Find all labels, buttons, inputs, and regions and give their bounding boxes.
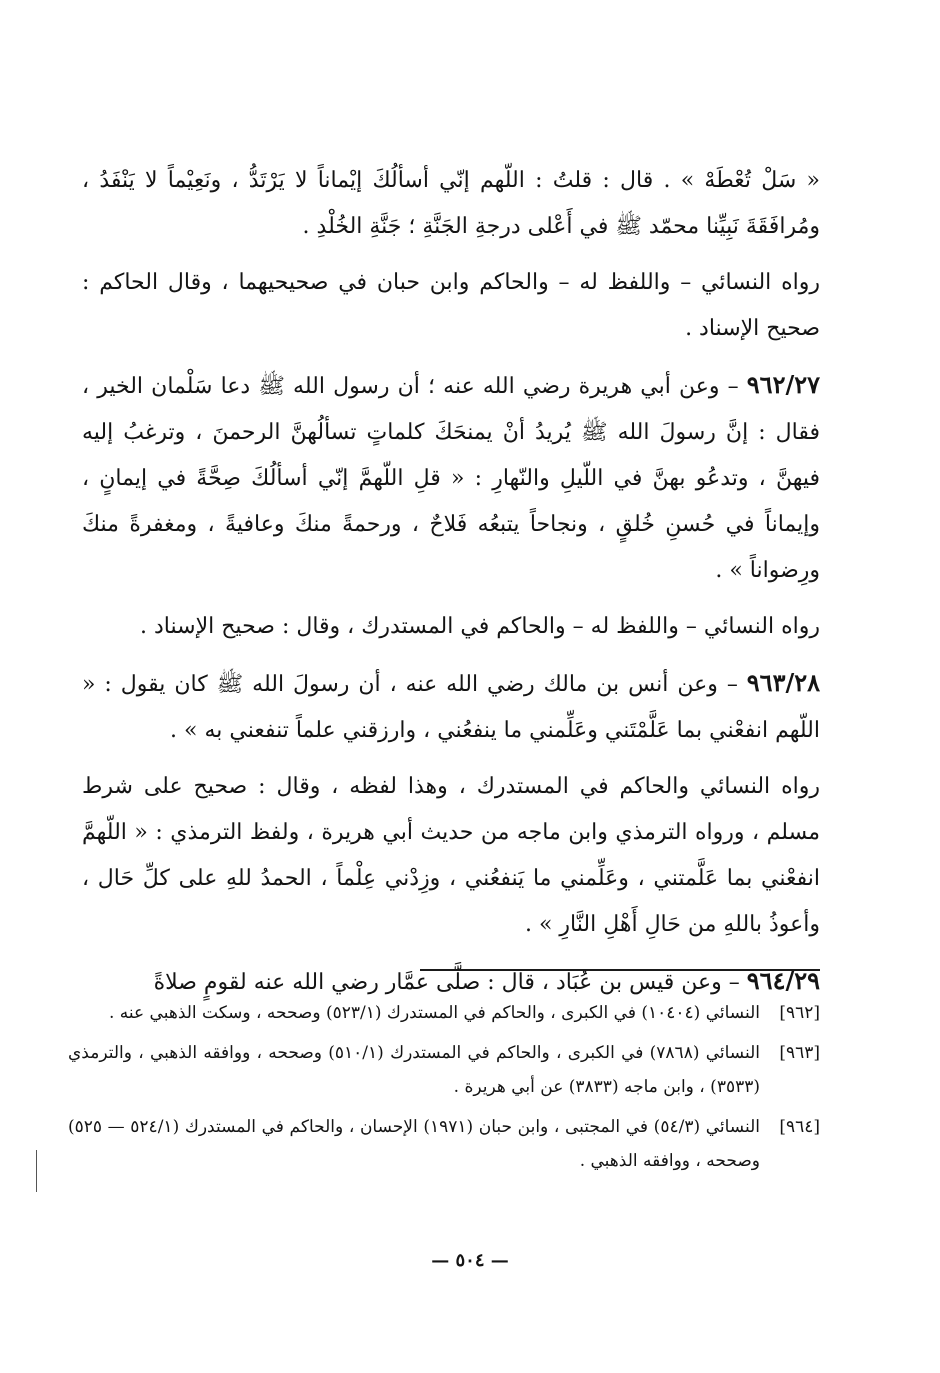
footnote-text: النسائي (١٠٤٠٤) في الكبرى ، والحاكم في المستدرك (٥٢٣/١) وصححه ، وسكت الذهبي عنه . bbox=[108, 1003, 760, 1023]
hadith-number: ٩٦٣/٢٨ bbox=[746, 668, 820, 697]
main-text bbox=[82, 158, 820, 1006]
footnote-text: النسائي (٥٤/٣) في المجتبى ، وابن حبان (١٩٧١) الإحسان ، والحاكم في المستدرك (٥٢٤/١ — ٥٢٥) وصححه ، ووافقه الذهبي . bbox=[68, 1117, 760, 1171]
footnote-text: النسائي (٧٨٦٨) في الكبرى ، والحاكم في المستدرك (٥١٠/١) وصححه ، ووافقه الذهبي ، والترمذي (٣٥٣٣) ، وابن ماجه (٣٨٣٣) عن أبي هريرة . bbox=[68, 1043, 760, 1097]
footnote bbox=[68, 1036, 820, 1104]
hadith-text: – وعن أبي هريرة رضي الله عنه ؛ أن رسول الله ﷺ دعا سَلْمان الخير ، فقال : إنَّ رسولَ الله ﷺ يُريدُ أنْ يمنحَكَ كلماتٍ تسألُهنَّ الرحمنَ ، وترغبُ إليه فيهنَّ ، وتدعُو بهنَّ في اللّيلِ والنّهارِ : « قلِ اللّهمَّ إنّي أسألُكَ صِحَّةً في إيمانٍ ، وإيماناً في حُسنِ خُلقٍ ، ونجاحاً يتبعُه فَلاحٌ ، ورحمةً منكَ وعافيةً ، ومغفرةً منكَ ورِضواناً » . bbox=[82, 374, 820, 583]
hadith-27 bbox=[82, 362, 820, 594]
hadith-text: – وعن قيس بن عُبَاد ، قال : صلَّى عمَّار رضي الله عنه لقومٍ صلاةً bbox=[153, 970, 747, 995]
hadith-number: ٩٦٤/٢٩ bbox=[746, 966, 820, 995]
footnote bbox=[68, 996, 820, 1030]
footnotes bbox=[68, 996, 820, 1184]
hadith-28 bbox=[82, 660, 820, 754]
hadith-continuation: « سَلْ تُعْطَهْ » . قال : قلتُ : اللّهم إنّي أسألُكَ إيْماناً لا يَرْتَدُّ ، ونَعِيْماً لا يَنْفَدُ ، ومُرافَقَةَ نَبِيِّنا محمّد ﷺ في أَعْلى درجةِ الجَنَّةِ ؛ جَنَّةِ الخُلْدِ . bbox=[82, 168, 820, 239]
footnote-number: [٩٦٤] bbox=[779, 1117, 820, 1137]
footnote-number: [٩٦٢] bbox=[779, 1003, 820, 1023]
footnote-divider bbox=[420, 969, 820, 971]
footnote bbox=[68, 1110, 820, 1178]
hadith-text: – وعن أنس بن مالك رضي الله عنه ، أن رسولَ الله ﷺ كان يقول : « اللّهم انفعْني بما عَلَّمْتَني وعَلِّمني ما ينفعُني ، وارزقني علماً تنفعني به » . bbox=[82, 672, 820, 743]
hadith-number: ٩٦٢/٢٧ bbox=[746, 370, 820, 399]
footnote-number: [٩٦٣] bbox=[779, 1043, 820, 1063]
takhrij-paragraph: رواه النسائي والحاكم في المستدرك ، وهذا لفظه ، وقال : صحيح على شرط مسلم ، ورواه الترمذي وابن ماجه من حديث أبي هريرة ، ولفظ الترمذي : « اللّهمَّ انفعْني بما عَلَّمتني ، وعَلِّمني ما يَنفعُني ، وزِدْني عِلْماً ، الحمدُ للهِ على كلِّ حَال ، وأعوذُ باللهِ من حَالِ أَهْلِ النَّارِ » . bbox=[82, 774, 820, 937]
takhrij-paragraph: رواه النسائي – واللفظ له – والحاكم وابن حبان في صحيحيهما ، وقال الحاكم : صحيح الإسناد . bbox=[82, 270, 820, 341]
margin-mark bbox=[36, 1150, 37, 1192]
takhrij-paragraph: رواه النسائي – واللفظ له – والحاكم في المستدرك ، وقال : صحيح الإسناد . bbox=[140, 614, 820, 639]
page-number: — ٥٠٤ — bbox=[431, 1250, 509, 1271]
